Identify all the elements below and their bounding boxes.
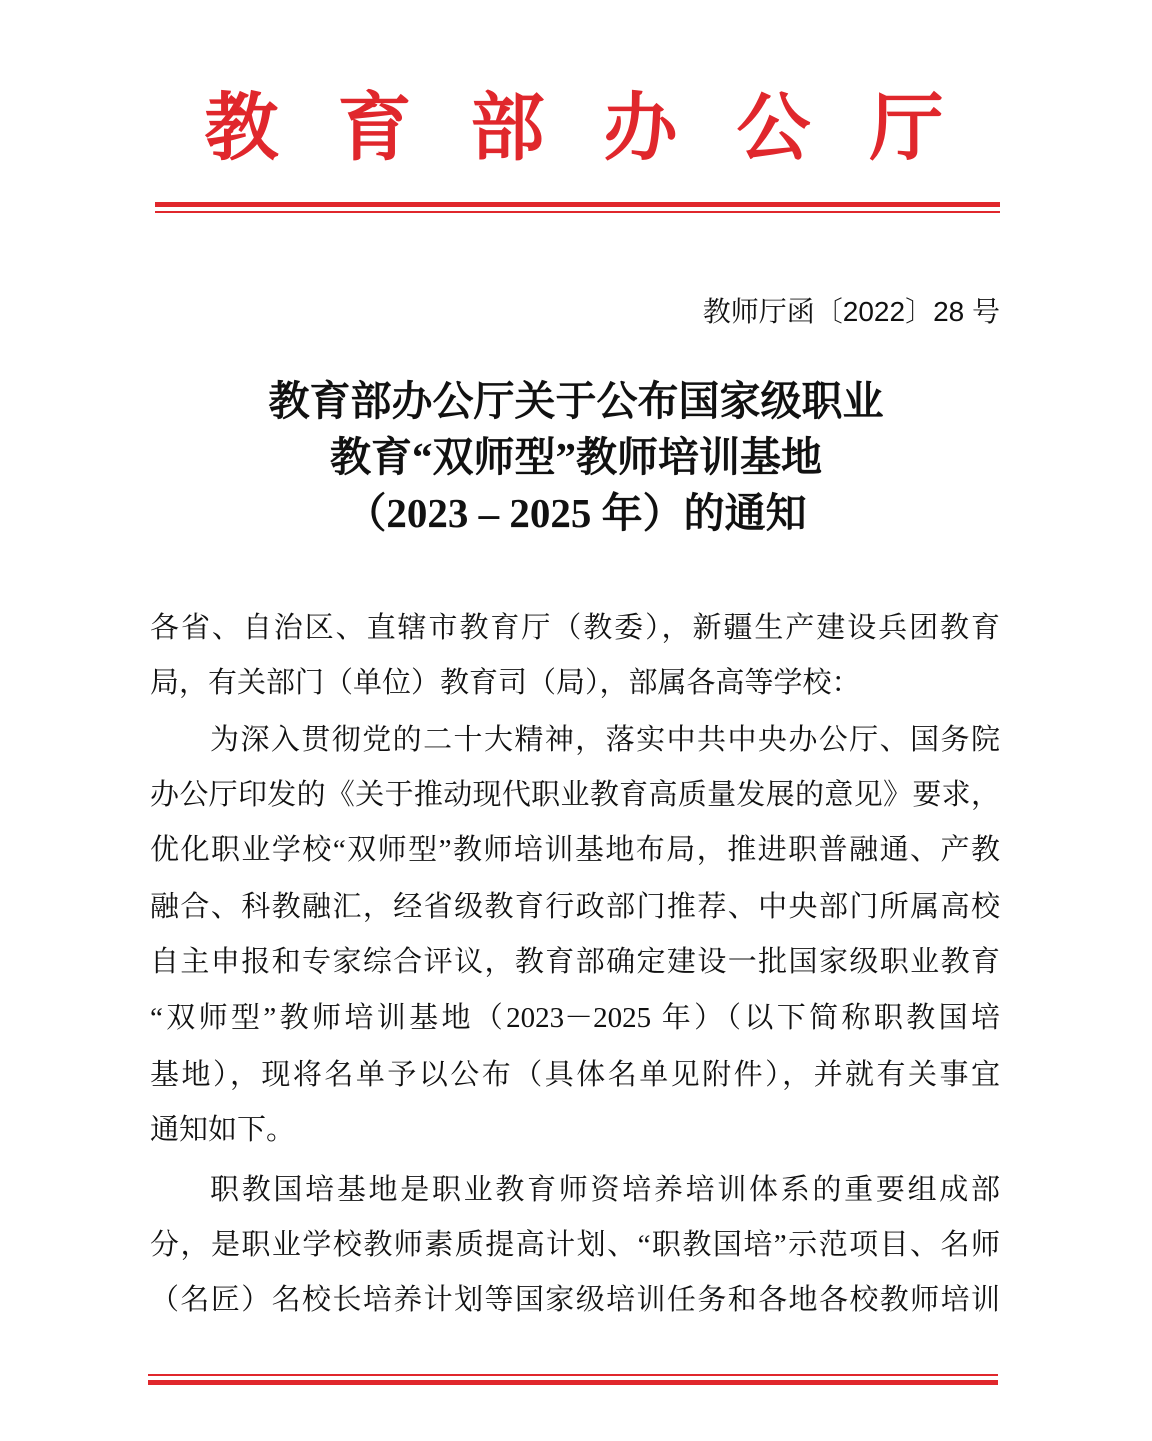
body-line: 自主申报和专家综合评议，教育部确定建设一批国家级职业教育 — [150, 946, 1000, 978]
letterhead — [175, 86, 973, 170]
body-line: 各省、自治区、直辖市教育厅（教委），新疆生产建设兵团教育 — [150, 612, 1000, 644]
document-number: 教师厅函〔2022〕28 号 — [702, 296, 1000, 327]
body-line: 通知如下。 — [150, 1114, 296, 1146]
header-rule-thin — [155, 211, 1000, 213]
letterhead-char: 育 — [337, 85, 412, 171]
body-line: 基地），现将名单予以公布（具体名单见附件），并就有关事宜 — [150, 1059, 1000, 1091]
body-line: “双师型”教师培训基地（2023－2025 年）（以下简称职教国培 — [150, 1002, 1000, 1034]
title-line: （2023 – 2025 年）的通知 — [345, 490, 807, 536]
body-line: 职教国培基地是职业教育师资培养培训体系的重要组成部 — [210, 1174, 1000, 1206]
title-line: 教育“双师型”教师培训基地 — [330, 434, 822, 480]
body-line: 办公厅印发的《关于推动现代职业教育高质量发展的意见》要求， — [150, 779, 1000, 811]
body-line: 局，有关部门（单位）教育司（局），部属各高等学校： — [150, 667, 861, 699]
body-line: 分，是职业学校教师素质提高计划、“职教国培”示范项目、名师 — [150, 1229, 1000, 1261]
footer-rule-thin — [148, 1374, 998, 1376]
footer-rule-thick — [148, 1380, 998, 1385]
title-line: 教育部办公厅关于公布国家级职业 — [268, 378, 884, 424]
letterhead-char: 公 — [736, 85, 811, 171]
document-title — [0, 373, 1152, 541]
body-line: 为深入贯彻党的二十大精神，落实中共中央办公厅、国务院 — [210, 724, 1000, 756]
body-line: 优化职业学校“双师型”教师培训基地布局，推进职普融通、产教 — [150, 834, 1000, 866]
letterhead-char: 厅 — [869, 85, 944, 171]
letterhead-char: 教 — [204, 85, 279, 171]
letterhead-char: 办 — [603, 85, 678, 171]
body-line: 融合、科教融汇，经省级教育行政部门推荐、中央部门所属高校 — [150, 891, 1000, 923]
letterhead-char: 部 — [470, 85, 545, 171]
header-rule-thick — [155, 202, 1000, 207]
body-line: （名匠）名校长培养计划等国家级培训任务和各地各校教师培训 — [150, 1284, 1000, 1316]
